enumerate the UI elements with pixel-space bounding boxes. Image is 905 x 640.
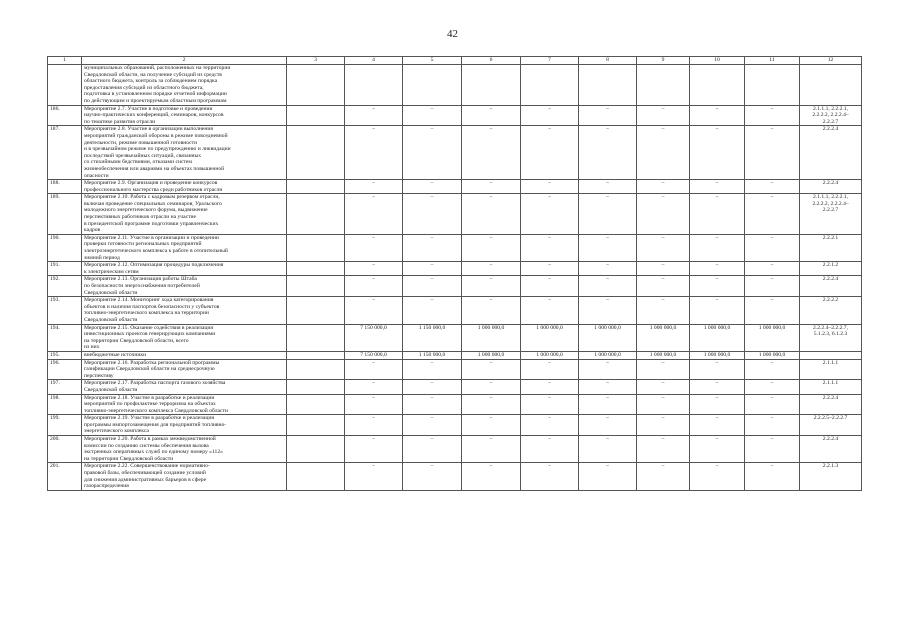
target-indicator-ref: 2.2.2.4 [800, 126, 862, 180]
amount-cell: – [462, 436, 521, 463]
amount-cell: – [345, 194, 403, 235]
target-indicator-ref: 2.2.2.4 [800, 394, 862, 415]
amount-cell: – [579, 262, 637, 276]
amount-cell: – [745, 394, 800, 415]
amount-cell: 1 000 000,0 [579, 324, 637, 351]
amount-cell: – [745, 180, 800, 194]
amount-cell [287, 324, 345, 351]
amount-cell [287, 415, 345, 436]
target-indicator-ref: 2.1.1.1, 2.2.2.1, 2.2.2.2, 2.2.2.4– 2.2.2.7 [800, 105, 862, 126]
amount-cell: – [403, 194, 462, 235]
amount-cell: – [637, 380, 690, 394]
amount-cell: – [403, 126, 462, 180]
measure-description: муниципальных образований, расположенных на территории Свердловской области, на получение субсидий из средств областного бюджета, контроль за соблюдением порядка предоставления субсидий из областного бюджета, подготовка в установленном порядке отчетной информации по действующим и проектируемым областным программам [82, 65, 287, 106]
amount-cell: 1 000 000,0 [637, 324, 690, 351]
amount-cell: – [579, 105, 637, 126]
row-number: 196. [48, 359, 82, 380]
amount-cell: – [403, 276, 462, 297]
amount-cell: – [579, 394, 637, 415]
amount-cell [287, 194, 345, 235]
amount-cell: – [690, 105, 745, 126]
amount-cell: – [403, 436, 462, 463]
amount-cell: – [345, 415, 403, 436]
row-number: 201. [48, 463, 82, 490]
table-row [48, 297, 862, 324]
amount-cell: 1 000 000,0 [462, 324, 521, 351]
amount-cell: – [462, 105, 521, 126]
row-number: 192. [48, 276, 82, 297]
amount-cell: – [462, 359, 521, 380]
amount-cell [287, 463, 345, 490]
amount-cell [287, 180, 345, 194]
measure-description: внебюджетные источники [82, 351, 287, 359]
row-number: 194. [48, 324, 82, 351]
amount-cell [287, 380, 345, 394]
amount-cell: – [521, 394, 579, 415]
amount-cell: – [345, 276, 403, 297]
column-number-row [48, 57, 862, 65]
amount-cell: – [521, 105, 579, 126]
amount-cell: – [745, 276, 800, 297]
page-number: 42 [447, 28, 458, 40]
col-header-3: 3 [287, 57, 345, 65]
measure-description: Мероприятие 2.15. Оказание содействия в реализации инвестиционных проектов генерирующих компаниями на территории Свердловской области, всего из них [82, 324, 287, 351]
measure-description: Мероприятие 2.7. Участие в подготовке и проведении научно-практических конференций, семинаров, конкурсов по тематике развития отрасли [82, 105, 287, 126]
row-number: 193. [48, 297, 82, 324]
amount-cell: – [403, 262, 462, 276]
target-indicator-ref [800, 351, 862, 359]
target-indicator-ref: 2.2.2.4–2.2.2.7, 5.1.2.3, 6.1.2.3 [800, 324, 862, 351]
amount-cell: – [462, 276, 521, 297]
amount-cell [287, 436, 345, 463]
target-indicator-ref: 2.2.2.4 [800, 436, 862, 463]
amount-cell: – [637, 359, 690, 380]
amount-cell: – [637, 105, 690, 126]
amount-cell [287, 351, 345, 359]
table-row [48, 351, 862, 359]
row-number: 198. [48, 394, 82, 415]
amount-cell: 7 150 000,0 [345, 324, 403, 351]
amount-cell: – [579, 359, 637, 380]
table-row [48, 324, 862, 351]
amount-cell: – [579, 180, 637, 194]
amount-cell: – [403, 463, 462, 490]
amount-cell: – [345, 297, 403, 324]
amount-cell: – [637, 394, 690, 415]
amount-cell: – [345, 126, 403, 180]
amount-cell: 1 000 000,0 [637, 351, 690, 359]
amount-cell: – [690, 234, 745, 261]
amount-cell: – [745, 463, 800, 490]
amount-cell [462, 65, 521, 106]
amount-cell: – [745, 415, 800, 436]
amount-cell: – [462, 463, 521, 490]
row-number: 187. [48, 126, 82, 180]
amount-cell: – [579, 380, 637, 394]
amount-cell: – [403, 359, 462, 380]
amount-cell: – [462, 194, 521, 235]
amount-cell: – [637, 297, 690, 324]
amount-cell: – [637, 180, 690, 194]
amount-cell: – [345, 394, 403, 415]
row-number: 200. [48, 436, 82, 463]
amount-cell [287, 297, 345, 324]
amount-cell: – [403, 394, 462, 415]
amount-cell: – [521, 380, 579, 394]
amount-cell: – [345, 436, 403, 463]
amount-cell [637, 65, 690, 106]
row-number: 188. [48, 180, 82, 194]
amount-cell: – [579, 234, 637, 261]
amount-cell: – [462, 297, 521, 324]
amount-cell: – [462, 380, 521, 394]
amount-cell: – [579, 415, 637, 436]
col-header-11: 11 [745, 57, 800, 65]
program-measures-table [47, 56, 862, 491]
target-indicator-ref: 2.2.1.3 [800, 463, 862, 490]
amount-cell: – [579, 436, 637, 463]
target-indicator-ref: 2.1.1.1, 2.2.2.1, 2.2.2.2, 2.2.2.4– 2.2.2.7 [800, 194, 862, 235]
table-row [48, 276, 862, 297]
amount-cell: – [521, 276, 579, 297]
measure-description: Мероприятие 2.8. Участие в организации выполнения мероприятий гражданской обороны в режиме повседневной деятельности, режиме повышенной готовности и в чрезвычайном режиме по предупреждению и ликвидации последствий чрезвычайных ситуаций, связанных со стихийными бедствиями, отказами систем жизнеобеспечения или авариями на объектах повышенной опасности [82, 126, 287, 180]
measure-description: Мероприятие 2.17. Разработка паспорта газового хозяйства Свердловской области [82, 380, 287, 394]
amount-cell: – [690, 415, 745, 436]
target-indicator-ref: 2.2.2.1 [800, 234, 862, 261]
amount-cell: – [690, 297, 745, 324]
amount-cell: – [690, 394, 745, 415]
table-row [48, 105, 862, 126]
row-number: 199. [48, 415, 82, 436]
amount-cell [287, 65, 345, 106]
target-indicator-ref: 2.1.1.1 [800, 380, 862, 394]
amount-cell: – [745, 262, 800, 276]
amount-cell: – [521, 180, 579, 194]
amount-cell: 1 000 000,0 [521, 324, 579, 351]
amount-cell: – [745, 194, 800, 235]
table-row [48, 194, 862, 235]
amount-cell: – [690, 436, 745, 463]
amount-cell [287, 105, 345, 126]
amount-cell [287, 276, 345, 297]
col-header-4: 4 [345, 57, 403, 65]
target-indicator-ref: 2.2.2.4 [800, 276, 862, 297]
amount-cell: – [521, 297, 579, 324]
measure-description: Мероприятие 2.20. Работа в рамках межведомственной комиссии по созданию системы обеспечения вызова экстренных оперативных служб по единому номеру «112» на территории Свердловской области [82, 436, 287, 463]
amount-cell: – [403, 297, 462, 324]
amount-cell [579, 65, 637, 106]
measure-description: Мероприятие 2.22. Совершенствование нормативно- правовой базы, обеспечивающей создание условий для снижения административных барьеров в сфере газораспределения [82, 463, 287, 490]
amount-cell: – [745, 105, 800, 126]
table-row [48, 359, 862, 380]
row-number: 190. [48, 234, 82, 261]
amount-cell: 1 000 000,0 [745, 351, 800, 359]
amount-cell: 1 000 000,0 [690, 324, 745, 351]
amount-cell: – [462, 126, 521, 180]
table-row [48, 180, 862, 194]
amount-cell: – [690, 276, 745, 297]
amount-cell: – [521, 359, 579, 380]
amount-cell: 1 000 000,0 [690, 351, 745, 359]
amount-cell: – [345, 359, 403, 380]
amount-cell: – [345, 234, 403, 261]
amount-cell: – [690, 463, 745, 490]
amount-cell: – [637, 262, 690, 276]
target-indicator-ref [800, 65, 862, 106]
amount-cell: 1 000 000,0 [521, 351, 579, 359]
amount-cell: – [690, 380, 745, 394]
amount-cell [287, 126, 345, 180]
amount-cell: – [745, 297, 800, 324]
amount-cell: – [521, 262, 579, 276]
table-row [48, 126, 862, 180]
col-header-8: 8 [579, 57, 637, 65]
measure-description: Мероприятие 2.11. Участие в организации и проведении проверки готовности региональных предприятий электроэнергетического комплекса к работе в отопительный зимний период [82, 234, 287, 261]
table-row [48, 436, 862, 463]
amount-cell: – [462, 262, 521, 276]
amount-cell: – [462, 415, 521, 436]
amount-cell: – [462, 394, 521, 415]
amount-cell: – [462, 180, 521, 194]
measure-description: Мероприятие 2.12. Оптимизация процедуры подключения к электрическим сетям [82, 262, 287, 276]
amount-cell: – [579, 297, 637, 324]
amount-cell: – [690, 126, 745, 180]
table-row [48, 463, 862, 490]
table-row [48, 394, 862, 415]
table-row [48, 65, 862, 106]
col-header-6: 6 [462, 57, 521, 65]
amount-cell: – [579, 463, 637, 490]
amount-cell: – [579, 276, 637, 297]
amount-cell: – [579, 126, 637, 180]
amount-cell: – [690, 180, 745, 194]
amount-cell: – [521, 194, 579, 235]
amount-cell: 1 150 000,0 [403, 351, 462, 359]
col-header-1: 1 [48, 57, 82, 65]
amount-cell: – [403, 415, 462, 436]
col-header-9: 9 [637, 57, 690, 65]
amount-cell: – [521, 463, 579, 490]
amount-cell: – [690, 359, 745, 380]
row-number: 195. [48, 351, 82, 359]
row-number: 186. [48, 105, 82, 126]
measure-description: Мероприятие 2.13. Организация работы Штаба по безопасности энергоснабжения потребителей Свердловской области [82, 276, 287, 297]
measure-description: Мероприятие 2.18. Участие в разработке и реализации мероприятий по профилактике терроризма на объектах топливно-энергетического комплекса Свердловской области [82, 394, 287, 415]
amount-cell: 1 000 000,0 [745, 324, 800, 351]
amount-cell: 1 000 000,0 [462, 351, 521, 359]
measure-description: Мероприятие 2.16. Разработка региональной программы газификации Свердловской области на среднесрочную перспективу [82, 359, 287, 380]
amount-cell: – [462, 234, 521, 261]
amount-cell [287, 234, 345, 261]
row-number: 197. [48, 380, 82, 394]
amount-cell: – [690, 262, 745, 276]
amount-cell: – [637, 415, 690, 436]
amount-cell: – [637, 194, 690, 235]
amount-cell: – [403, 180, 462, 194]
amount-cell: – [745, 359, 800, 380]
amount-cell [287, 359, 345, 380]
amount-cell [287, 262, 345, 276]
amount-cell: – [637, 126, 690, 180]
table-row [48, 262, 862, 276]
col-header-2: 2 [82, 57, 287, 65]
row-number: 189. [48, 194, 82, 235]
measure-description: Мероприятие 2.10. Работа с кадровым резервом отрасли, включая проведение специальных семинаров, Уральского молодежного энергетического форума, выдвижение перспективных работников отрасли на участие в президентской программе подготовки управленческих кадров [82, 194, 287, 235]
amount-cell [690, 65, 745, 106]
amount-cell: – [637, 234, 690, 261]
amount-cell: – [345, 380, 403, 394]
amount-cell: – [745, 436, 800, 463]
amount-cell: – [521, 126, 579, 180]
col-header-10: 10 [690, 57, 745, 65]
amount-cell: – [403, 380, 462, 394]
amount-cell: – [745, 126, 800, 180]
amount-cell: – [345, 180, 403, 194]
measure-description: Мероприятие 2.19. Участие в разработке и реализации программы импортозамещения для предприятий топливно- энергетического комплекса [82, 415, 287, 436]
target-indicator-ref: 2.1.1.1 [800, 359, 862, 380]
amount-cell: – [637, 436, 690, 463]
amount-cell: – [521, 436, 579, 463]
amount-cell: – [637, 463, 690, 490]
target-indicator-ref: 2.2.2.5–2.2.2.7 [800, 415, 862, 436]
measure-description: Мероприятие 2.9. Организация и проведение конкурсов профессионального мастерства среди работников отрасли [82, 180, 287, 194]
amount-cell: – [345, 463, 403, 490]
amount-cell [287, 394, 345, 415]
row-number: 191. [48, 262, 82, 276]
col-header-12: 12 [800, 57, 862, 65]
amount-cell [403, 65, 462, 106]
col-header-7: 7 [521, 57, 579, 65]
amount-cell: – [637, 276, 690, 297]
amount-cell: – [690, 194, 745, 235]
col-header-5: 5 [403, 57, 462, 65]
amount-cell [745, 65, 800, 106]
amount-cell [521, 65, 579, 106]
amount-cell: – [579, 194, 637, 235]
amount-cell: – [521, 415, 579, 436]
target-indicator-ref: 2.2.2.4 [800, 180, 862, 194]
amount-cell: 1 000 000,0 [579, 351, 637, 359]
measure-description: Мероприятие 2.14. Мониторинг хода категорирования объектов и наличия паспортов безопасности у субъектов топливно-энергетического комплекса на территории Свердловской области [82, 297, 287, 324]
amount-cell: – [345, 105, 403, 126]
target-indicator-ref: 2.2.2.2 [800, 297, 862, 324]
table-row [48, 380, 862, 394]
table-row [48, 234, 862, 261]
amount-cell: – [345, 262, 403, 276]
amount-cell [345, 65, 403, 106]
target-indicator-ref: 2.2.1.2 [800, 262, 862, 276]
amount-cell: 1 150 000,0 [403, 324, 462, 351]
amount-cell: – [521, 234, 579, 261]
table-row [48, 415, 862, 436]
amount-cell: – [745, 234, 800, 261]
row-number [48, 65, 82, 106]
amount-cell: – [745, 380, 800, 394]
amount-cell: – [403, 234, 462, 261]
amount-cell: 7 150 000,0 [345, 351, 403, 359]
amount-cell: – [403, 105, 462, 126]
